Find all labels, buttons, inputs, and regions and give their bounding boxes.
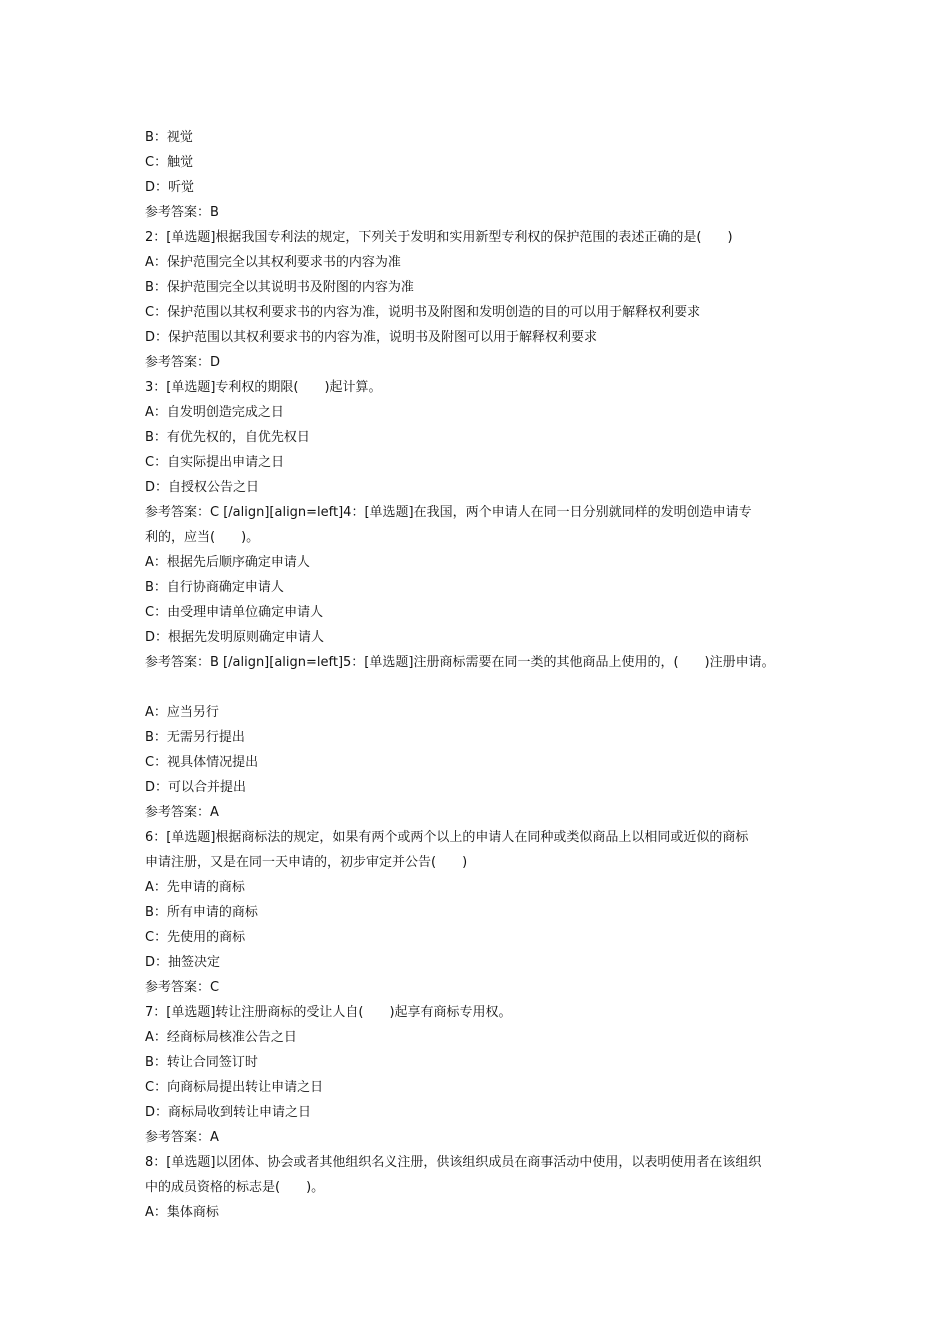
option-line: A：自发明创造完成之日	[145, 405, 284, 420]
option-line: C：视具体情况提出	[145, 755, 259, 770]
option-line: C：向商标局提出转让申请之日	[145, 1080, 324, 1095]
blank-line	[145, 675, 835, 700]
option-line: C：保护范围以其权利要求书的内容为准，说明书及附图和发明创造的目的可以用于解释权利要求	[145, 305, 701, 320]
option-line: B：视觉	[145, 130, 193, 145]
option-line: C：先使用的商标	[145, 930, 246, 945]
option-line: A：保护范围完全以其权利要求书的内容为准	[145, 255, 401, 270]
option-line: C：由受理申请单位确定申请人	[145, 605, 324, 620]
answer-line: 参考答案：B	[145, 205, 219, 220]
option-line: D：可以合并提出	[145, 780, 247, 795]
question-line: 2：[单选题]根据我国专利法的规定，下列关于发明和实用新型专利权的保护范围的表述正确的是( )	[145, 230, 733, 245]
option-line: D：商标局收到转让申请之日	[145, 1105, 312, 1120]
option-line: B：有优先权的，自优先权日	[145, 430, 310, 445]
question-line: 7：[单选题]转让注册商标的受让人自( )起享有商标专用权。	[145, 1005, 512, 1020]
option-line: B：无需另行提出	[145, 730, 245, 745]
answer-line: 参考答案：A	[145, 805, 219, 820]
option-line: C：自实际提出申请之日	[145, 455, 285, 470]
option-line: A：根据先后顺序确定申请人	[145, 555, 310, 570]
option-line: D：抽签决定	[145, 955, 221, 970]
option-line: B：转让合同签订时	[145, 1055, 258, 1070]
text-line: 中的成员资格的标志是( )。	[145, 1180, 325, 1195]
option-line: A：经商标局核准公告之日	[145, 1030, 297, 1045]
option-line: A：应当另行	[145, 705, 219, 720]
answer-line: 参考答案：B [/align][align=left]5：[单选题]注册商标需要在同一类的其他商品上使用的，( )注册申请。	[145, 655, 775, 670]
option-line: B：保护范围完全以其说明书及附图的内容为准	[145, 280, 414, 295]
question-line: 3：[单选题]专利权的期限( )起计算。	[145, 380, 382, 395]
question-line: 6：[单选题]根据商标法的规定，如果有两个或两个以上的申请人在同种或类似商品上以相同或近似的商标	[145, 830, 749, 845]
option-line: C：触觉	[145, 155, 194, 170]
document-body	[145, 125, 835, 1225]
option-line: A：先申请的商标	[145, 880, 245, 895]
text-line: 利的，应当( )。	[145, 530, 260, 545]
answer-line: 参考答案：C [/align][align=left]4：[单选题]在我国，两个申请人在同一日分别就同样的发明创造申请专	[145, 505, 752, 520]
answer-line: 参考答案：C	[145, 980, 220, 995]
question-line: 8：[单选题]以团体、协会或者其他组织名义注册，供该组织成员在商事活动中使用，以表明使用者在该组织	[145, 1155, 762, 1170]
answer-line: 参考答案：D	[145, 355, 221, 370]
answer-line: 参考答案：A	[145, 1130, 219, 1145]
option-line: B：所有申请的商标	[145, 905, 258, 920]
option-line: D：根据先发明原则确定申请人	[145, 630, 325, 645]
option-line: D：听觉	[145, 180, 195, 195]
option-line: D：自授权公告之日	[145, 480, 260, 495]
option-line: A：集体商标	[145, 1205, 219, 1220]
option-line: D：保护范围以其权利要求书的内容为准，说明书及附图可以用于解释权利要求	[145, 330, 598, 345]
option-line: B：自行协商确定申请人	[145, 580, 284, 595]
text-line: 申请注册，又是在同一天申请的，初步审定并公告( )	[145, 855, 468, 870]
